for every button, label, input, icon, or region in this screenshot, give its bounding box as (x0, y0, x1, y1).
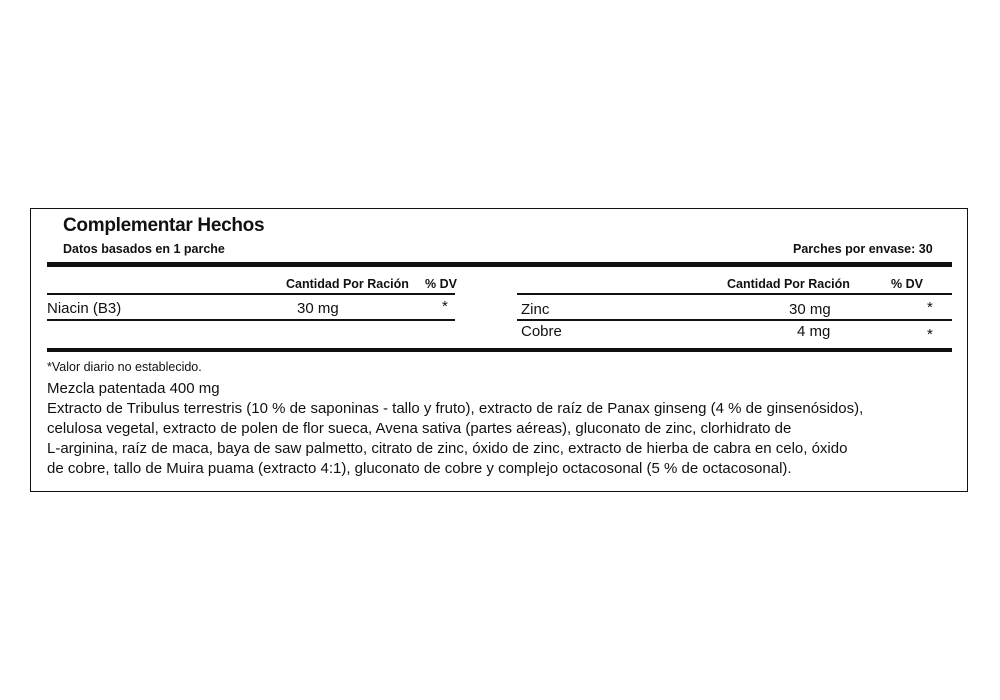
bottom-rule (47, 348, 952, 352)
blend-line: Extracto de Tribulus terrestris (10 % de saponinas - tallo y fruto), extracto de raíz de Panax ginseng (4 % de ginsenósidos), (47, 400, 864, 417)
nutrient-dv: * (927, 299, 933, 316)
nutrient-amount: 30 mg (297, 300, 339, 317)
left-header-rule (47, 293, 455, 295)
footnote: *Valor diario no establecido. (47, 360, 202, 374)
nutrient-amount: 4 mg (797, 323, 831, 340)
supplement-facts-panel (30, 208, 968, 492)
servings-per-container: Parches por envase: 30 (793, 242, 933, 256)
nutrient-dv: * (442, 298, 448, 315)
blend-title: Mezcla patentada 400 mg (47, 380, 220, 397)
right-amount-header: Cantidad Por Ración (727, 277, 850, 291)
blend-line: celulosa vegetal, extracto de polen de flor sueca, Avena sativa (partes aéreas), gluconato de zinc, clorhidrato de (47, 420, 792, 437)
right-header-rule (517, 293, 952, 295)
nutrient-dv: * (927, 326, 933, 343)
blend-line: L-arginina, raíz de maca, baya de saw palmetto, citrato de zinc, óxido de zinc, extracto de hierba de cabra en celo, óxido (47, 440, 848, 457)
left-row-rule (47, 319, 455, 321)
nutrient-name: Niacin (B3) (47, 300, 122, 317)
proprietary-blend (47, 379, 962, 479)
blend-line: de cobre, tallo de Muira puama (extracto 4:1), gluconato de cobre y complejo octacosonal (5 % de octacosonal). (47, 460, 792, 477)
panel-title: Complementar Hechos (63, 215, 265, 236)
left-amount-header: Cantidad Por Ración (286, 277, 409, 291)
right-row-rule (517, 319, 952, 321)
left-dv-header: % DV (425, 277, 457, 291)
serving-basis: Datos basados en 1 parche (63, 242, 225, 256)
nutrient-amount: 30 mg (789, 301, 831, 318)
top-rule (47, 262, 952, 267)
right-dv-header: % DV (891, 277, 923, 291)
nutrient-name: Cobre (521, 323, 562, 340)
nutrient-name: Zinc (521, 301, 550, 318)
